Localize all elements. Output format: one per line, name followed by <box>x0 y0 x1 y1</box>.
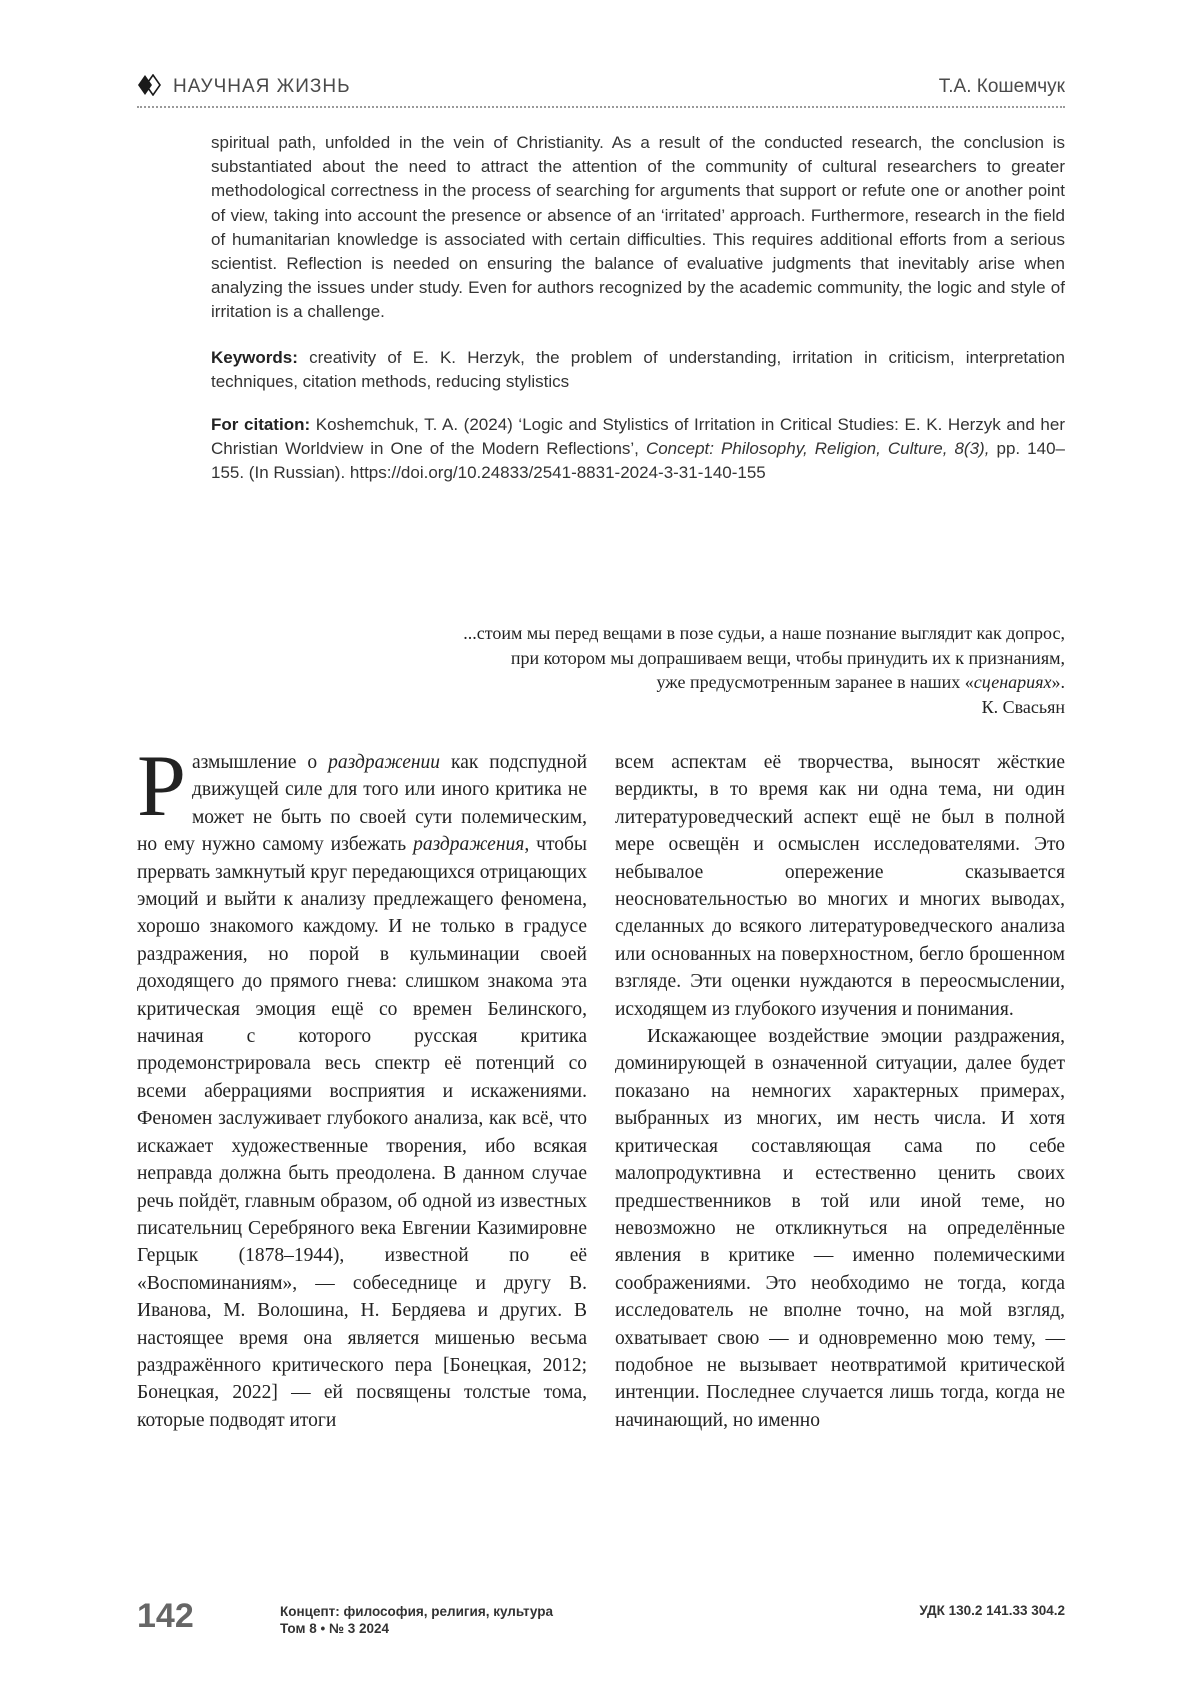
body-paragraph: Искажающее воздействие эмоции раздражения, доминирующей в означенной ситуации, далее будет показано на немногих характерных примерах, выбранных из многих, им несть числа. И хотя критическая составляющая сама по себе малопродуктивна и естественно ценить своих предшественников в той или иной теме, но невозможно не откликнуться на определённые явления в критике — именно полемическими соображениями. Это необходимо не тогда, когда исследователь не вполне точно, на мой взгляд, охватывает свою — и одновременно мою тему, — подобное не вызывает неотвратимой критической интенции. Последнее случается лишь тогда, когда не начинающий, но именно <box>615 1026 1065 1431</box>
abstract-text: spiritual path, unfolded in the vein of Christianity. As a result of the conducted research, the conclusion is substantiated about the need to attract the attention of the community of cultural researchers to greater methodological correctness in the process of searching for arguments that support or refute one or another point of view, taking into account the presence or absence of an ‘irritated’ approach. Furthermore, research in the field of humanitarian knowledge is associated with certain difficulties. This requires additional efforts from a serious scientist. Reflection is needed on ensuring the balance of evaluative judgments that inevitably arise when analyzing the issues under study. Even for authors recognized by the academic community, the logic and style of irritation is a challenge. <box>211 133 1065 322</box>
body-column-right <box>615 749 1065 1434</box>
keywords-text: creativity of E. K. Herzyk, the problem of understanding, irritation in criticism, interpretation techniques, citation methods, reducing stylistics <box>211 348 1065 391</box>
header-author: Т.А. Кошемчук <box>938 76 1065 97</box>
journal-logo-icon <box>137 74 165 96</box>
epigraph-line: ...стоим мы перед вещами в позе судьи, а наше познание выглядит как допрос, <box>463 623 1065 643</box>
running-header <box>137 70 1065 108</box>
abstract <box>211 131 1065 325</box>
page-number: 142 <box>137 1597 194 1635</box>
citation <box>211 413 1065 485</box>
journal-info <box>280 1603 553 1637</box>
epigraph <box>300 621 1065 719</box>
epigraph-line: при котором мы допрашиваем вещи, чтобы принудить их к признаниям, <box>510 647 1065 668</box>
citation-text-part1: Koshemchuk, T. A. (2024) ‘Logic and Stylistics of Irritation in Critical Studies: E. K. Herzyk and her Christian Worldview in One of the Modern Reflections’, <box>211 415 1065 458</box>
drop-cap: Р <box>137 738 186 835</box>
udc-code: УДК 130.2 141.33 304.2 <box>919 1603 1065 1618</box>
body-paragraph-continued: всем аспектам её творчества, выносят жёсткие вердикты, в то время как ни одна тема, ни один литературоведческий аспект ещё не был в полной мере освещён и осмыслен исследователями. Это небывалое опережение сказывается неосновательностью во многих и многих выводах, сделанных до всякого литературоведческого анализа или основанных на поверхностном, бегло брошенном взгляде. Эти оценки нуждаются в переосмыслении, исходящем из глубокого изучения и понимания. <box>615 752 1065 1020</box>
page-footer <box>137 1597 1065 1647</box>
journal-title: Концепт: философия, религия, культура <box>280 1604 554 1619</box>
keywords <box>211 346 1065 394</box>
section-title: НАУЧНАЯ ЖИЗНЬ <box>173 76 351 97</box>
citation-label: For citation: <box>211 415 311 434</box>
body-paragraph: Размышление о раздражении как подспудной движущей силе для того или иного критика не может не быть по своей сути полемическим, но ему нужно самому избежать раздражения, чтобы прервать замкнутый круг передающихся отрицающих эмоций и выйти к анализу предлежащего феномена, хорошо знакомого каждому. И не только в градусе раздражения, но порой в кульминации своей доходящего до прямого гнева: слишком знакома эта критическая эмоция ещё со времен Белинского, начиная с которого русская критика продемонстрировала весь спектр её потенций со всеми аберрациями восприятия и искажениями. Феномен заслуживает глубокого анализа, как всё, что искажает художественные творения, ибо всякая неправда должна быть преодолена. В данном случае речь пойдёт, главным образом, об одной из известных писательниц Серебряного века Евгении Казимировне Герцык (1878–1944), известной по её «Воспоминаниям», — собеседнице и другу В. Иванова, М. Волошина, Н. Бердяева и других. В настоящее время она является мишенью весьма раздражённого критического пера [Бонецкая, 2012; Бонецкая, 2022] — ей посвящены толстые тома, которые подводят итоги <box>137 738 587 1431</box>
body-column-left <box>137 738 587 1434</box>
epigraph-line: уже предусмотренным заранее в наших «сценариях». <box>656 672 1065 692</box>
journal-issue: Том 8 • № 3 2024 <box>280 1621 390 1636</box>
citation-journal: Concept: Philosophy, Religion, Culture, 8(3), <box>645 439 990 458</box>
keywords-label: Keywords: <box>211 348 298 367</box>
citation-text-part2: pp. 140–155. (In Russian). https://doi.org/10.24833/2541-8831-2024-3-31-140-155 <box>211 439 1065 482</box>
epigraph-author: К. Свасьян <box>981 696 1065 717</box>
